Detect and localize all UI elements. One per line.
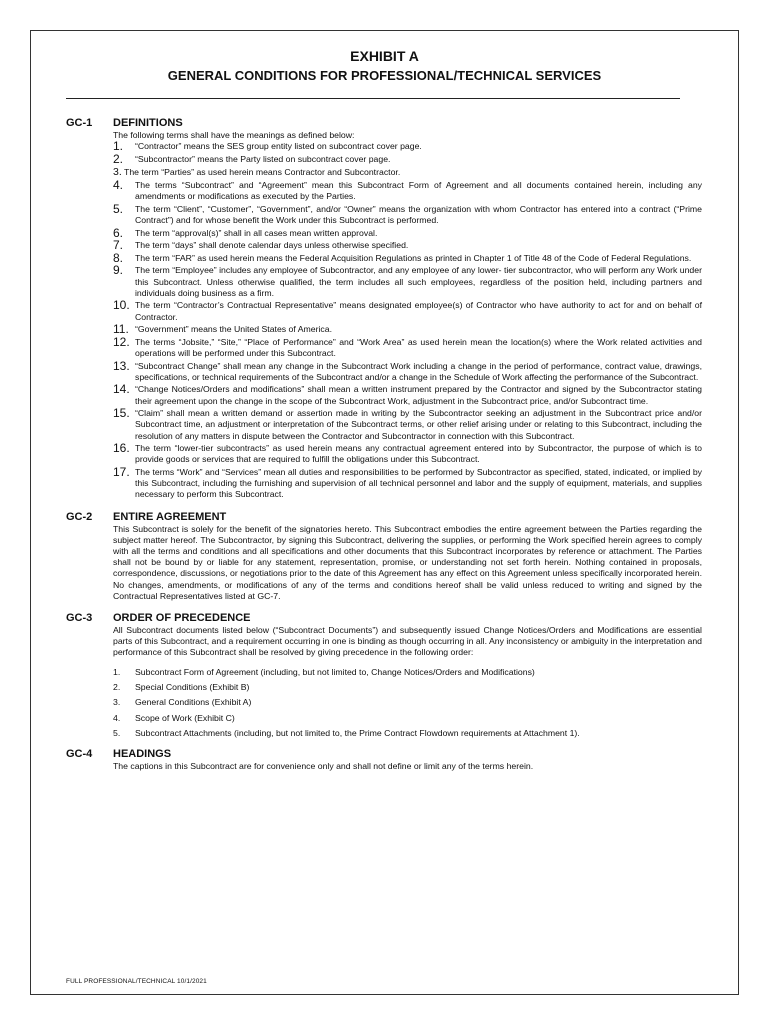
definition-item: [113, 250, 702, 265]
definition-item: [113, 300, 702, 322]
definition-text: The term “Employee” includes any employee of Subcontractor, and any employee of any lower- tier subcontractor, who will perform any Work under this Subcontract. Unless otherwise qualified, the term includes all such employees, regardless of the position held, including partners and individuals doing business as a firm.: [135, 265, 702, 298]
precedence-number: 3.: [113, 697, 121, 708]
section-title: HEADINGS: [113, 748, 172, 761]
section-body: This Subcontract is solely for the benefit of the signatories hereto. This Subcontract embodies the entire agreement between the Parties regarding the subject matter hereof. The Subcontractor, by signing this Subcontract, delivering the supplies, or performing the Work specified herein agrees to comply with all the terms and conditions and all specifications and other documents that this Subcontract incorporates by reference or attachment. The Parties shall not be bound by or liable for any statement, representation, promise, or understanding not set forth herein. Nothing contained in proposals, correspondence, discussions, or negotiations prior to the date of this Agreement has any effect on this Agreement unless specifically incorporated herein. No changes, amendments, or modifications of any of the terms and conditions hereof shall be valid unless reduced to writing and signed by the Contractual Representatives listed at GC-7.: [113, 523, 702, 601]
definition-number: 11.: [113, 322, 129, 337]
precedence-text: Special Conditions (Exhibit B): [135, 681, 250, 692]
precedence-number: 4.: [113, 712, 121, 723]
definition-item: [113, 334, 702, 359]
precedence-text: Scope of Work (Exhibit C): [135, 712, 235, 723]
definitions-intro: The following terms shall have the meanings as defined below:: [113, 130, 355, 140]
definition-item: [113, 177, 702, 202]
document-body: [66, 116, 702, 772]
definition-text: The terms “Subcontract” and “Agreement” mean this Subcontract Form of Agreement and all documents contained herein, including any amendments or modifications as executed by the Parties.: [135, 179, 702, 202]
definition-item: [113, 464, 702, 501]
precedence-number: 1.: [113, 666, 121, 677]
definition-text: The term “FAR” as used herein means the Federal Acquisition Regulations as printed in Chapter 1 of Title 48 of the Code of Federal Regulations.: [135, 252, 692, 263]
definition-number: 1.: [113, 139, 124, 154]
definition-text: “Contractor” means the SES group entity listed on subcontract cover page.: [135, 141, 422, 152]
section-gc-2: [66, 510, 702, 602]
definition-number: 8.: [113, 250, 124, 265]
section-number: GC-3: [66, 611, 93, 624]
header-divider: [66, 98, 680, 99]
section-gc-3: [66, 611, 702, 739]
definition-text: “Subcontract Change” shall mean any change in the Subcontract Work including a change in the period of performance, contract value, drawings, specifications, or technical requirements of the Subcontract and/or a change in the Schedule of Work affecting the performance of the Subcontract.: [135, 360, 702, 382]
definition-item: [113, 240, 702, 251]
definition-text: The terms “Work” and “Services” mean all duties and responsibilities to be performed by Subcontractor as specified, stated, indicated, or implied by this Subcontract, including the furnishing and supervision of all technical personnel and labor and the supply of equipment, materials, and supplies necessary to perform this Subcontract.: [135, 466, 702, 500]
document-header: [30, 48, 739, 84]
definition-number: 4.: [113, 177, 124, 192]
definitions-list: [113, 141, 702, 500]
definition-item: [113, 408, 702, 442]
section-title: ORDER OF PRECEDENCE: [113, 611, 251, 624]
definition-number: 16.: [113, 441, 130, 456]
page-footer: FULL PROFESSIONAL/TECHNICAL 10/1/2021: [66, 978, 207, 985]
definition-text: The term “approval(s)” shall in all cases mean written approval.: [135, 227, 378, 238]
document-title: EXHIBIT A: [350, 48, 419, 64]
precedence-number: 5.: [113, 728, 121, 739]
definition-number: 15.: [113, 406, 130, 421]
definition-number: 3.: [113, 166, 122, 179]
definition-item: [113, 225, 702, 240]
definition-item: [113, 265, 702, 299]
definition-text: The term “Client”, “Customer”, “Government”, and/or “Owner” means the organization with whom Contractor has entered into a contract (“Prime Contract”) and for whose benefit the Work under this Subcontract is performed.: [135, 203, 702, 225]
definition-text: The term “days” shall denote calendar days unless otherwise specified.: [135, 240, 409, 251]
definition-item: [113, 141, 702, 152]
definition-text: “Change Notices/Orders and modifications” shall mean a written instrument prepared by the Contractor and signed by the Subcontractor stating their agreement upon the change in the scope of the Subcontract Work, adjustment in the Subcontract price, and/or Subcontract time.: [135, 384, 702, 406]
precedence-item: [113, 697, 702, 708]
precedence-list: [113, 667, 702, 740]
definition-number: 9.: [113, 263, 124, 278]
definition-item: [113, 358, 702, 383]
precedence-item: [113, 682, 702, 693]
precedence-item: [113, 728, 702, 739]
section-title: DEFINITIONS: [113, 117, 183, 129]
section-gc-4: [66, 747, 702, 772]
definition-number: 10.: [113, 298, 130, 313]
definition-text: The term “Parties” as used herein means Contractor and Subcontractor.: [124, 167, 401, 178]
definition-text: The term “Contractor’s Contractual Representative” means designated employee(s) of Contractor who have authority to act for and on behalf of Contractor.: [135, 300, 702, 322]
definition-number: 2.: [113, 151, 124, 166]
definition-number: 17.: [113, 464, 130, 479]
definition-item: [113, 384, 702, 406]
section-number: GC-4: [66, 748, 93, 761]
definition-item: [113, 324, 702, 335]
precedence-number: 2.: [113, 681, 121, 692]
document-subtitle: GENERAL CONDITIONS FOR PROFESSIONAL/TECHNICAL SERVICES: [167, 68, 602, 83]
definition-number: 7.: [113, 238, 124, 253]
definition-text: The terms “Jobsite,” “Site,” “Place of Performance” and “Work Area” as used herein mean the location(s) where the Work related activities and operations will be performed under this Subcontract.: [135, 336, 702, 358]
definition-number: 5.: [113, 201, 124, 216]
definition-text: “Claim” shall mean a written demand or assertion made in writing by the Subcontractor seeking an adjustment in the Subcontract price and/or Subcontract time, an adjustment or interpretation of the Subcontract terms, or other relief arising under or relating to this Subcontract, including the resolution of any matters in dispute between the Contractor and Subcontractor in connection with this Subcontract.: [135, 408, 702, 441]
definition-item: [113, 151, 702, 166]
section-title: ENTIRE AGREEMENT: [113, 510, 227, 523]
precedence-text: General Conditions (Exhibit A): [135, 697, 252, 708]
definition-number: 12.: [113, 334, 130, 349]
definition-text: “Subcontractor” means the Party listed on subcontract cover page.: [135, 153, 391, 164]
definition-number: 6.: [113, 225, 124, 240]
precedence-text: Subcontract Attachments (including, but not limited to, the Prime Contract Flowdown requirements at Attachment 1).: [135, 728, 580, 739]
definition-number: 13.: [113, 358, 130, 373]
definition-text: “Government” means the United States of America.: [135, 324, 333, 335]
definition-item: [113, 166, 702, 178]
definition-number: 14.: [113, 382, 130, 397]
section-gc-1: [66, 116, 702, 501]
section-number: GC-1: [66, 117, 93, 129]
definition-text: The term “lower-tier subcontracts” as used herein means any contractual agreement entered into by Subcontractor, the purpose of which is to provide goods or services that are required to fulfill the obligations under this Subcontract.: [135, 443, 702, 465]
precedence-item: [113, 667, 702, 678]
section-number: GC-2: [66, 510, 93, 523]
precedence-item: [113, 713, 702, 724]
precedence-text: Subcontract Form of Agreement (including, but not limited to, Change Notices/Orders and Modifications): [135, 666, 535, 677]
definition-item: [113, 201, 702, 226]
section-body: All Subcontract documents listed below (“Subcontract Documents”) and subsequently issued Change Notices/Orders and Modifications are essential parts of this Subcontract, and a requirement occurring in one is binding as though occurring in all. Any inconsistency or ambiguity in the interpretation and performance of this Subcontract shall be resolved by giving precedence in the following order:: [113, 624, 702, 658]
section-body: The captions in this Subcontract are for convenience only and shall not define or limit any of the terms herein.: [113, 761, 534, 772]
definition-item: [113, 443, 702, 465]
